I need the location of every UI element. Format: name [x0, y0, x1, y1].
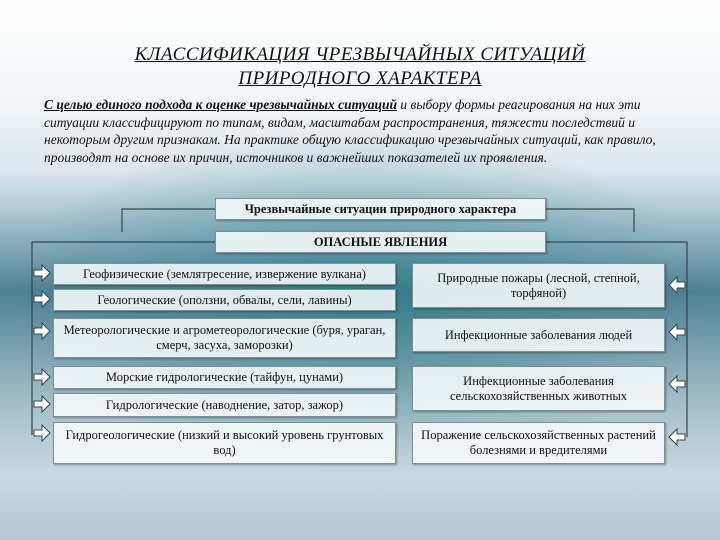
right-arrow-2 — [669, 324, 685, 340]
intro-rest: и выбору формы реагирования на них эти ситуации классифицируют по типам, видам, масштабам распространения, тяжести последствий и некоторым другим признакам. На практике общую классификацию чрезвычайных ситуаций, как правило, производят на основе их причин, источников и важнейших показателей их проявления. — [44, 97, 656, 165]
title-line-2: ПРИРОДНОГО ХАРАКТЕРА — [238, 68, 482, 89]
top-frame-line — [122, 209, 215, 232]
left-item-6: Гидрогеологические (низкий и высокий уровень грунтовых вод) — [53, 422, 396, 464]
hazards-box: ОПАСНЫЕ ЯВЛЕНИЯ — [215, 231, 546, 253]
right-item-3: Инфекционные заболевания сельскохозяйственных животных — [412, 366, 665, 411]
right-item-2: Инфекционные заболевания людей — [412, 318, 665, 352]
right-item-1: Природные пожары (лесной, степной, торфяной) — [412, 263, 665, 308]
left-arrow-2 — [34, 291, 50, 307]
left-item-5: Гидрологические (наводнение, затор, зажор) — [53, 393, 396, 417]
left-arrow-5 — [34, 396, 50, 412]
title-line-1: КЛАССИФИКАЦИЯ ЧРЕЗВЫЧАЙНЫХ СИТУАЦИЙ — [134, 44, 586, 65]
left-item-4: Морские гидрологические (тайфун, цунами) — [53, 366, 396, 389]
right-arrow-1 — [669, 277, 685, 293]
left-item-3: Метеорологические и агрометеорологические (буря, ураган, смерч, засуха, заморозки) — [53, 318, 396, 358]
right-arrow-4 — [669, 429, 685, 445]
intro-lead: С целью единого подхода к оценке чрезвычайных ситуаций — [44, 97, 398, 112]
top-frame-line-right — [546, 209, 634, 232]
left-arrow-3 — [34, 323, 50, 339]
left-item-1: Геофизические (землятресение, извержение вулкана) — [53, 263, 396, 285]
top-category-box: Чрезвычайные ситуации природного характера — [215, 198, 546, 220]
left-arrow-1 — [34, 265, 50, 281]
left-item-2: Геологические (оползни, обвалы, сели, лавины) — [53, 289, 396, 311]
right-item-4: Поражение сельскохозяйственных растений болезнями и вредителями — [412, 422, 665, 464]
left-arrow-4 — [34, 369, 50, 385]
left-arrow-6 — [34, 425, 50, 441]
right-arrow-3 — [669, 376, 685, 392]
